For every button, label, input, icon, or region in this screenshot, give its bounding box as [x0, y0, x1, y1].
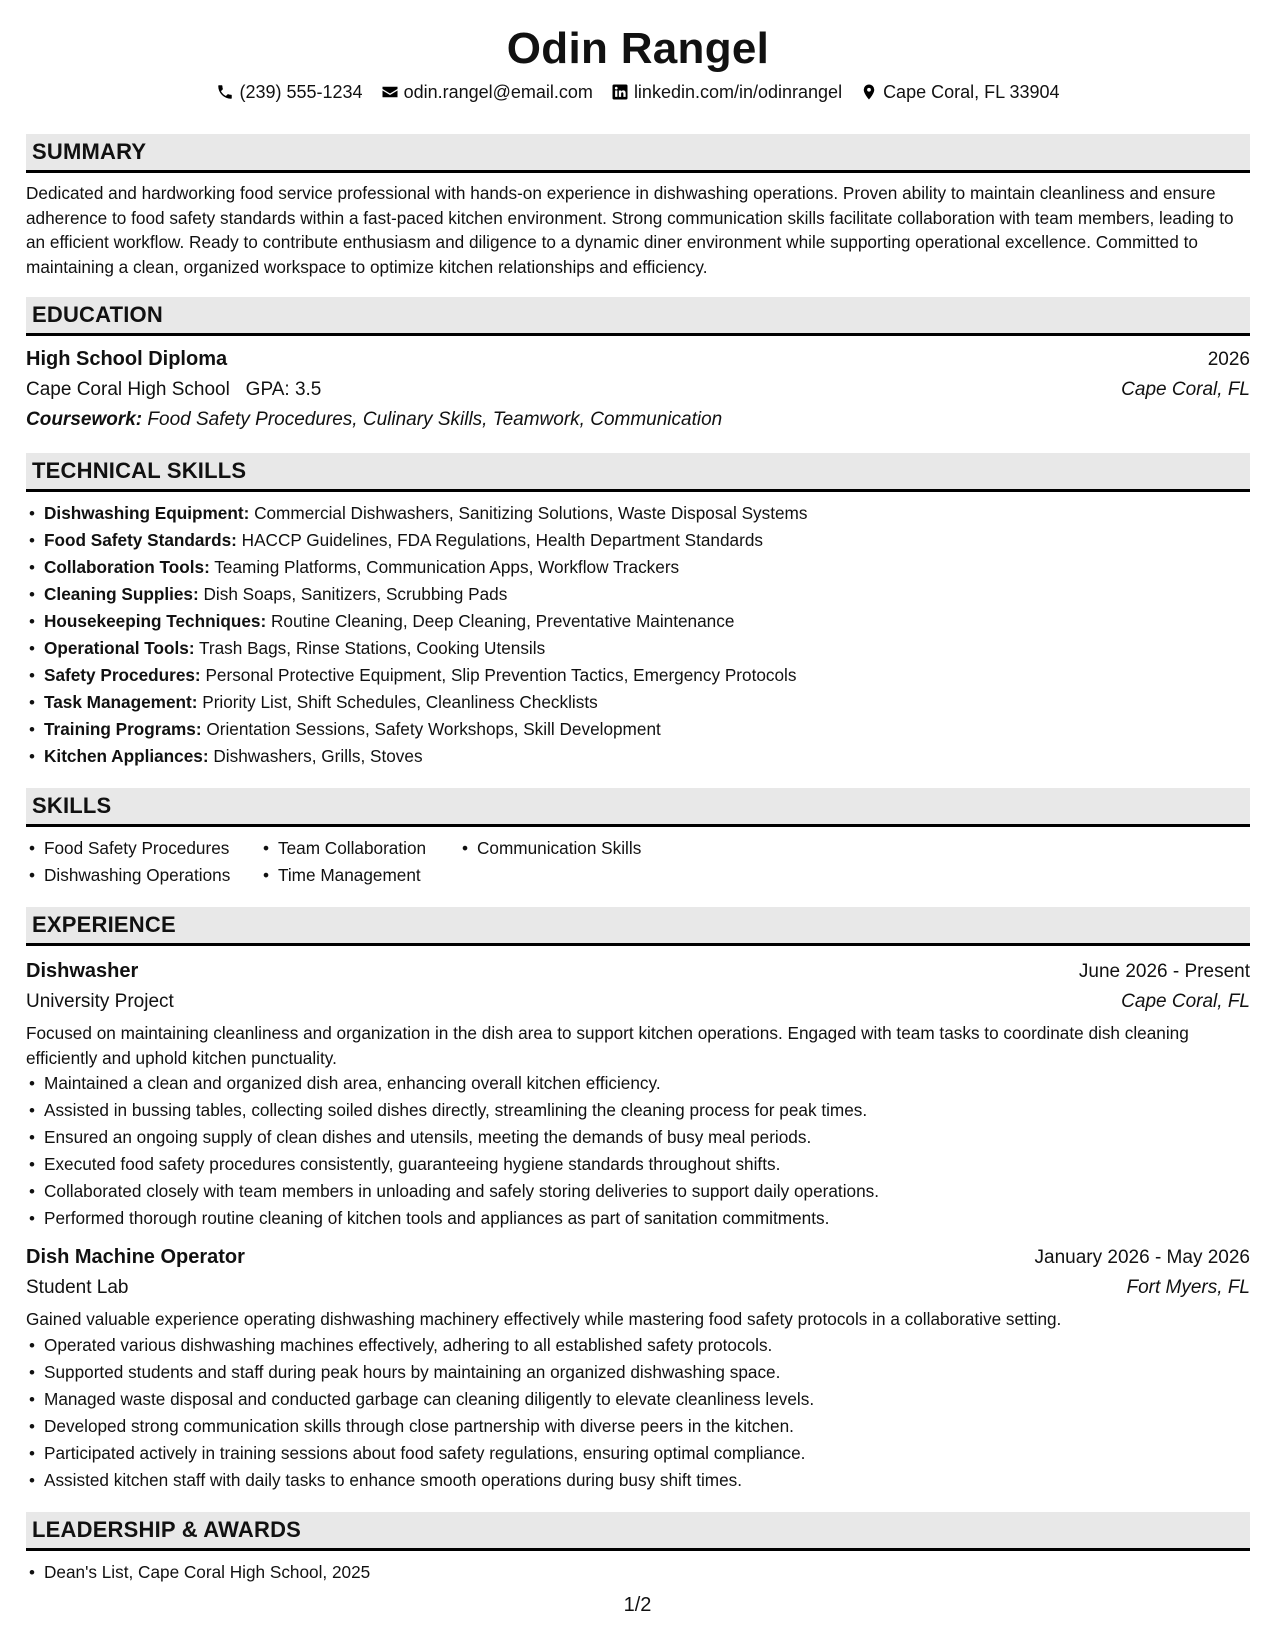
contact-location: [860, 80, 1059, 104]
list-item: • Communication Skills: [459, 835, 759, 862]
list-item: • Dean's List, Cape Coral High School, 2025: [26, 1559, 1250, 1586]
skill-category: Collaboration Tools:: [44, 557, 210, 577]
envelope-icon: [381, 83, 399, 101]
summary-text: Dedicated and hardworking food service professional with hands-on experience in dishwashing operations. Proven ability to maintain cleanliness and ensure adherence to food safety standards within a fast-paced kitchen environment. Strong communication skills facilitate collaboration with team members, leading to an efficient workflow. Ready to contribute enthusiasm and diligence to a dynamic diner environment while supporting operational excellence. Committed to maintaining a clean, organized workspace to optimize kitchen relationships and efficiency.: [26, 183, 1234, 277]
skills-list: [26, 835, 1250, 889]
list-item: [26, 716, 1250, 743]
job-location: Fort Myers, FL: [1126, 1277, 1250, 1298]
skill-values: Teaming Platforms, Communication Apps, Workflow Trackers: [209, 557, 680, 577]
map-pin-icon: [860, 83, 878, 101]
section-heading: TECHNICAL SKILLS: [26, 453, 1250, 492]
job-entry: [26, 956, 1250, 1232]
school-location: Cape Coral, FL: [1121, 379, 1250, 400]
skill-category: Housekeeping Techniques:: [44, 611, 267, 631]
degree: High School Diploma: [26, 348, 228, 370]
list-item: [26, 743, 1250, 770]
section-heading: LEADERSHIP & AWARDS: [26, 1512, 1250, 1551]
coursework: [26, 405, 1250, 435]
contact-bar: [26, 80, 1250, 104]
skill-category: Kitchen Appliances:: [44, 746, 209, 766]
job-entry: [26, 1242, 1250, 1494]
list-item: [26, 581, 1250, 608]
skill-category: Operational Tools:: [44, 638, 195, 658]
job-organization: Student Lab: [26, 1277, 129, 1298]
list-item: [26, 527, 1250, 554]
list-item: [26, 662, 1250, 689]
list-item: • Assisted kitchen staff with daily tasks to enhance smooth operations during busy shift times.: [26, 1467, 1250, 1494]
skill-category: Cleaning Supplies:: [44, 584, 199, 604]
job-organization: University Project: [26, 991, 174, 1012]
section-heading: SUMMARY: [26, 134, 1250, 173]
list-item: • Assisted in bussing tables, collecting soiled dishes directly, streamlining the cleaning process for peak times.: [26, 1097, 1250, 1124]
skill-values: Commercial Dishwashers, Sanitizing Solutions, Waste Disposal Systems: [249, 503, 808, 523]
email-link[interactable]: odin.rangel@email.com: [403, 82, 593, 102]
list-item: [26, 635, 1250, 662]
job-description: Gained valuable experience operating dishwashing machinery effectively while mastering food safety protocols in a collaborative setting.: [26, 1309, 1062, 1329]
list-item: • Collaborated closely with team members in unloading and safely storing deliveries to support daily operations.: [26, 1178, 1250, 1205]
school-name: Cape Coral High School GPA: 3.5: [26, 379, 322, 400]
list-item: • Executed food safety procedures consistently, guaranteeing hygiene standards throughout shifts.: [26, 1151, 1250, 1178]
list-item: • Managed waste disposal and conducted garbage can cleaning diligently to elevate cleanliness levels.: [26, 1386, 1250, 1413]
job-location: Cape Coral, FL: [1121, 991, 1250, 1012]
technical-skills-list: [26, 500, 1250, 770]
list-item: • Operated various dishwashing machines effectively, adhering to all established safety protocols.: [26, 1332, 1250, 1359]
section-heading: EXPERIENCE: [26, 907, 1250, 946]
skill-category: Food Safety Standards:: [44, 530, 237, 550]
list-item: • Performed thorough routine cleaning of kitchen tools and appliances as part of sanitation commitments.: [26, 1205, 1250, 1232]
contact-email: [381, 80, 593, 104]
skill-category: Training Programs:: [44, 719, 202, 739]
skill-values: Priority List, Shift Schedules, Cleanliness Checklists: [197, 692, 598, 712]
job-title: Dishwasher: [26, 960, 139, 982]
skill-category: Dishwashing Equipment:: [44, 503, 250, 523]
skill-values: Personal Protective Equipment, Slip Prevention Tactics, Emergency Protocols: [200, 665, 797, 685]
skill-values: Orientation Sessions, Safety Workshops, Skill Development: [201, 719, 661, 739]
section-heading: EDUCATION: [26, 297, 1250, 336]
list-item: • Maintained a clean and organized dish area, enhancing overall kitchen efficiency.: [26, 1070, 1250, 1097]
list-item: • Time Management: [260, 862, 459, 889]
job-dates: January 2026 - May 2026: [1034, 1247, 1250, 1268]
list-item: • Participated actively in training sessions about food safety regulations, ensuring optimal compliance.: [26, 1440, 1250, 1467]
list-item: • Team Collaboration: [260, 835, 459, 862]
list-item: [26, 689, 1250, 716]
skills-section: [26, 788, 1250, 889]
list-item: [26, 500, 1250, 527]
job-bullets: [26, 1070, 1250, 1232]
skill-values: Routine Cleaning, Deep Cleaning, Preventative Maintenance: [266, 611, 735, 631]
candidate-name: Odin Rangel: [506, 24, 770, 73]
contact-linkedin: [611, 80, 842, 104]
phone-text: (239) 555-1234: [239, 82, 363, 102]
location-text: Cape Coral, FL 33904: [883, 82, 1060, 102]
education-section: [26, 297, 1250, 435]
page-number: 1/2: [623, 1594, 652, 1616]
coursework-list: Food Safety Procedures, Culinary Skills, Teamwork, Communication: [142, 409, 723, 430]
summary-section: [26, 134, 1250, 279]
list-item: • Dishwashing Operations: [26, 862, 260, 889]
skill-values: HACCP Guidelines, FDA Regulations, Health Department Standards: [236, 530, 763, 550]
resume-page: [26, 22, 1250, 1586]
skill-values: Trash Bags, Rinse Stations, Cooking Utensils: [194, 638, 546, 658]
job-title: Dish Machine Operator: [26, 1246, 245, 1268]
linkedin-link[interactable]: linkedin.com/in/odinrangel: [633, 82, 843, 102]
skill-category: Safety Procedures:: [44, 665, 201, 685]
section-heading: SKILLS: [26, 788, 1250, 827]
education-entry: [26, 344, 1250, 435]
list-item: • Ensured an ongoing supply of clean dishes and utensils, meeting the demands of busy meal periods.: [26, 1124, 1250, 1151]
phone-icon: [216, 83, 234, 101]
list-item: • Developed strong communication skills through close partnership with diverse peers in the kitchen.: [26, 1413, 1250, 1440]
list-item: • Food Safety Procedures: [26, 835, 260, 862]
technical-skills-section: [26, 453, 1250, 770]
skill-values: Dishwashers, Grills, Stoves: [208, 746, 423, 766]
awards-list: [26, 1559, 1250, 1586]
leadership-section: [26, 1512, 1250, 1586]
list-item: [26, 608, 1250, 635]
job-description: Focused on maintaining cleanliness and organization in the dish area to support kitchen operations. Engaged with team tasks to coordinate dish cleaning efficiently and uphold kitchen punctuality.: [26, 1023, 1189, 1068]
skill-values: Dish Soaps, Sanitizers, Scrubbing Pads: [198, 584, 508, 604]
list-item: • Supported students and staff during peak hours by maintaining an organized dishwashing space.: [26, 1359, 1250, 1386]
graduation-year: 2026: [1207, 349, 1250, 370]
linkedin-icon: [611, 83, 629, 101]
experience-section: [26, 907, 1250, 1494]
job-bullets: [26, 1332, 1250, 1494]
skill-category: Task Management:: [44, 692, 198, 712]
contact-phone: [216, 80, 362, 104]
job-dates: June 2026 - Present: [1078, 961, 1250, 982]
list-item: [26, 554, 1250, 581]
coursework-label: Coursework:: [26, 409, 143, 430]
